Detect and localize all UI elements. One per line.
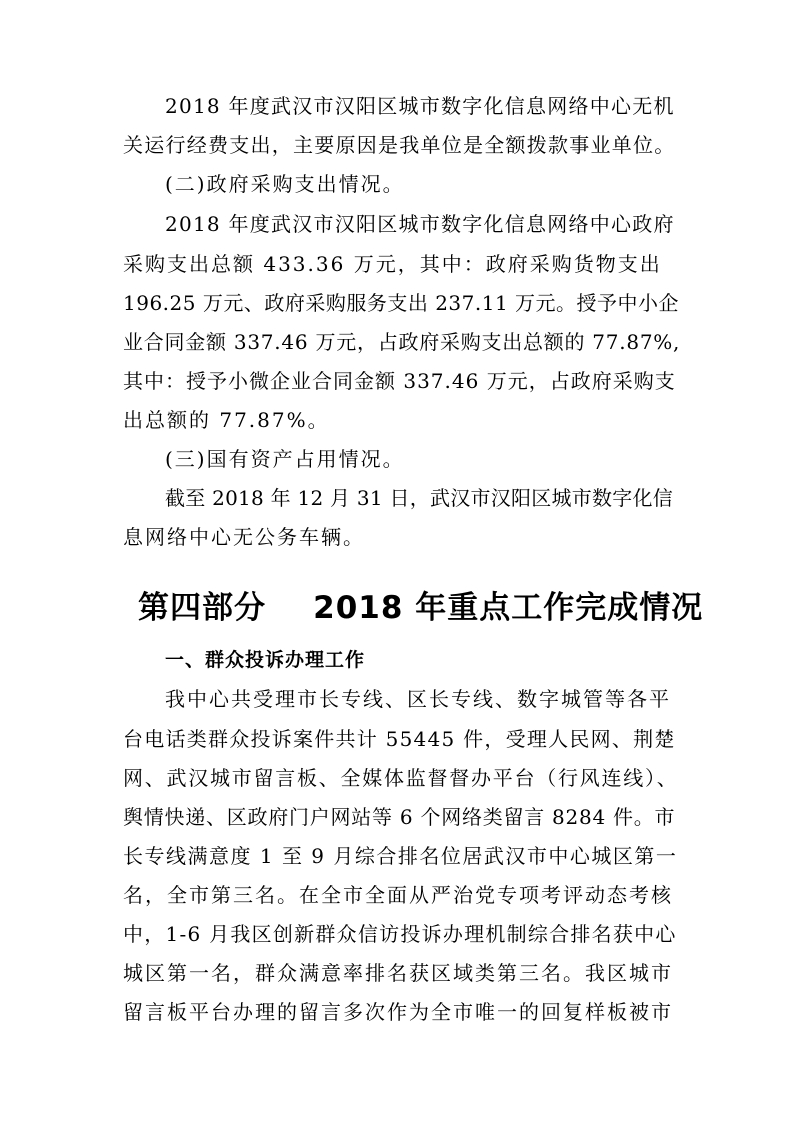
body-text-line: 出总额的 77.87%。 xyxy=(123,408,330,432)
body-text-line: 业合同金额 337.46 万元，占政府采购支出总额的 77.87%, xyxy=(123,330,681,354)
body-text-line: 截至 2018 年 12 月 31 日，武汉市汉阳区城市数字化信 xyxy=(165,486,673,510)
body-text-line: 采购支出总额 433.36 万元，其中：政府采购货物支出 xyxy=(123,252,662,276)
part-title: 第四部分 2018 年重点工作完成情况 xyxy=(138,590,704,626)
body-text-line: 2018 年度武汉市汉阳区城市数字化信息网络中心无机 xyxy=(165,94,675,118)
body-text-line: 名，全市第三名。在全市全面从严治党专项考评动态考核 xyxy=(123,883,673,907)
body-text-line: 息网络中心无公务车辆。 xyxy=(123,525,365,549)
subsection-heading: (三)国有资产占用情况。 xyxy=(165,447,405,471)
body-text-line: 台电话类群众投诉案件共计 55445 件，受理人民网、荆楚 xyxy=(123,727,676,751)
body-text-line: 2018 年度武汉市汉阳区城市数字化信息网络中心政府 xyxy=(165,212,675,236)
body-text-line: 舆情快递、区政府门户网站等 6 个网络类留言 8284 件。市 xyxy=(123,805,676,829)
body-text-line: 长专线满意度 1 至 9 月综合排名位居武汉市中心城区第一 xyxy=(123,844,678,868)
body-text-line: 网、武汉城市留言板、全媒体监督督办平台（行风连线）、 xyxy=(123,766,679,790)
body-text-line: 留言板平台办理的留言多次作为全市唯一的回复样板被市 xyxy=(123,1000,673,1024)
subsection-heading: (二)政府采购支出情况。 xyxy=(165,172,405,196)
body-text-line: 我中心共受理市长专线、区长专线、数字城管等各平 xyxy=(165,687,671,711)
body-text-line: 关运行经费支出，主要原因是我单位是全额拨款事业单位。 xyxy=(123,133,676,157)
body-text-line: 中，1-6 月我区创新群众信访投诉办理机制综合排名获中心 xyxy=(123,922,677,946)
body-text-line: 其中：授予小微企业合同金额 337.46 万元，占政府采购支 xyxy=(123,369,676,393)
section-heading: 一、群众投诉办理工作 xyxy=(165,649,366,671)
body-text-line: 城区第一名，群众满意率排名获区域类第三名。我区城市 xyxy=(123,961,673,985)
body-text-line: 196.25 万元、政府采购服务支出 237.11 万元。授予中小企 xyxy=(123,291,680,315)
